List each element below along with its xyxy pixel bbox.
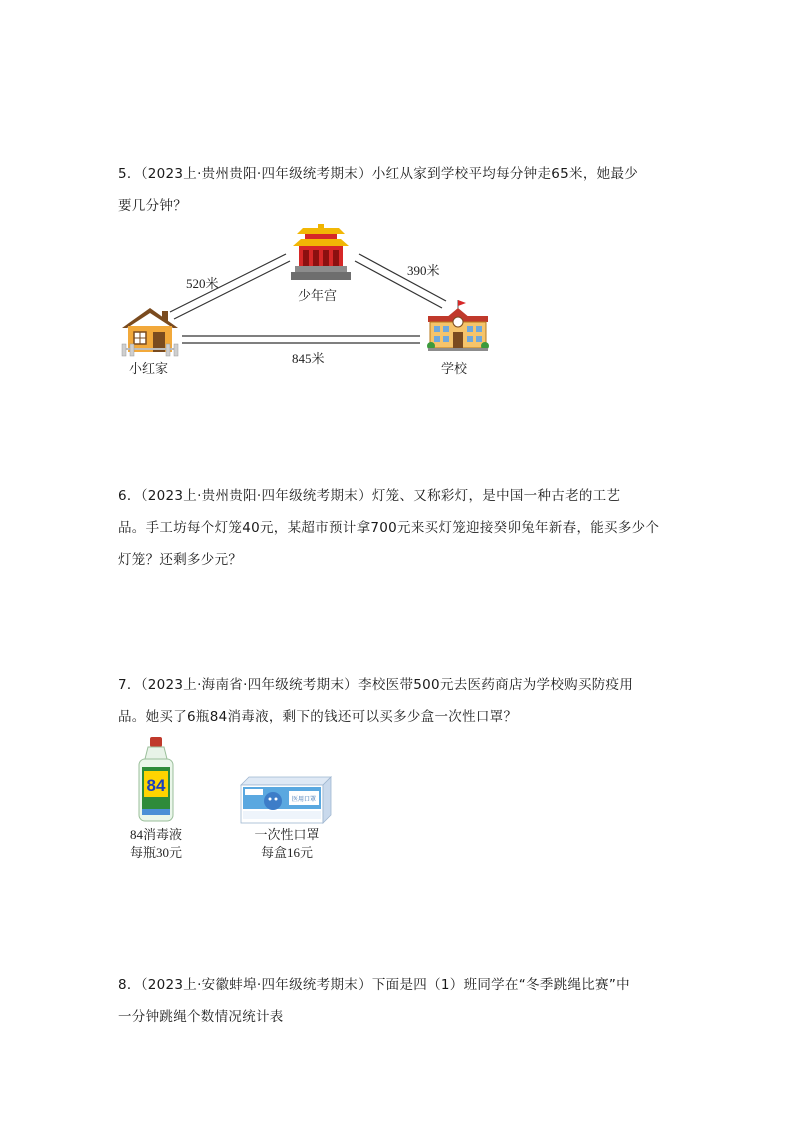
question-5-line-1: 5．（2023上·贵州贵阳·四年级统考期末）小红从家到学校平均每分钟走65米，她最少 bbox=[118, 166, 639, 182]
palace-icon bbox=[291, 224, 351, 284]
distance-palace-school: 390米 bbox=[407, 263, 440, 278]
question-6-line-3: 灯笼？还剩多少元？ bbox=[118, 552, 243, 568]
question-6 bbox=[118, 480, 678, 576]
school-icon bbox=[428, 300, 488, 352]
mask-box-print: 医用口罩 bbox=[291, 796, 317, 803]
question-8-line-1: 8．（2023上·安徽蚌埠·四年级统考期末）下面是四（1）班同学在“冬季跳绳比赛”中 bbox=[118, 977, 630, 993]
mask-caption bbox=[244, 826, 330, 862]
mask-price: 每盒16元 bbox=[260, 845, 313, 860]
question-6-line-1: 6．（2023上·贵州贵阳·四年级统考期末）灯笼、又称彩灯，是中国一种古老的工艺 bbox=[118, 488, 621, 504]
question-5-line-2: 要几分钟？ bbox=[118, 198, 187, 214]
house-icon bbox=[122, 308, 178, 356]
bottle-name: 84消毒液 bbox=[129, 827, 182, 842]
question-7-line-1: 7．（2023上·海南省·四年级统考期末）李校医带500元去医药商店为学校购买防疫用 bbox=[118, 677, 634, 693]
question-7 bbox=[118, 669, 678, 733]
mask-name: 一次性口罩 bbox=[254, 827, 320, 842]
home-label: 小红家 bbox=[129, 361, 169, 376]
distance-home-school: 845米 bbox=[292, 351, 325, 366]
bottle-price: 每瓶30元 bbox=[129, 845, 182, 860]
question-7-line-2: 品。她买了6瓶84消毒液，剩下的钱还可以买多少盒一次性口罩？ bbox=[118, 709, 518, 725]
question-8-line-2: 一分钟跳绳个数情况统计表 bbox=[118, 1009, 284, 1025]
palace-label: 少年宫 bbox=[298, 288, 338, 303]
distance-home-palace: 520米 bbox=[186, 276, 219, 291]
bottle-caption bbox=[113, 826, 199, 862]
question-8 bbox=[118, 969, 678, 1033]
mask-box-icon bbox=[241, 777, 331, 823]
question-6-line-2: 品。手工坊每个灯笼40元，某超市预计拿700元来买灯笼迎接癸卯兔年新春，能买多少个 bbox=[118, 520, 660, 536]
school-label: 学校 bbox=[441, 361, 468, 376]
disinfectant-bottle-icon bbox=[133, 737, 179, 823]
bottle-print-84: 84 bbox=[146, 776, 166, 795]
